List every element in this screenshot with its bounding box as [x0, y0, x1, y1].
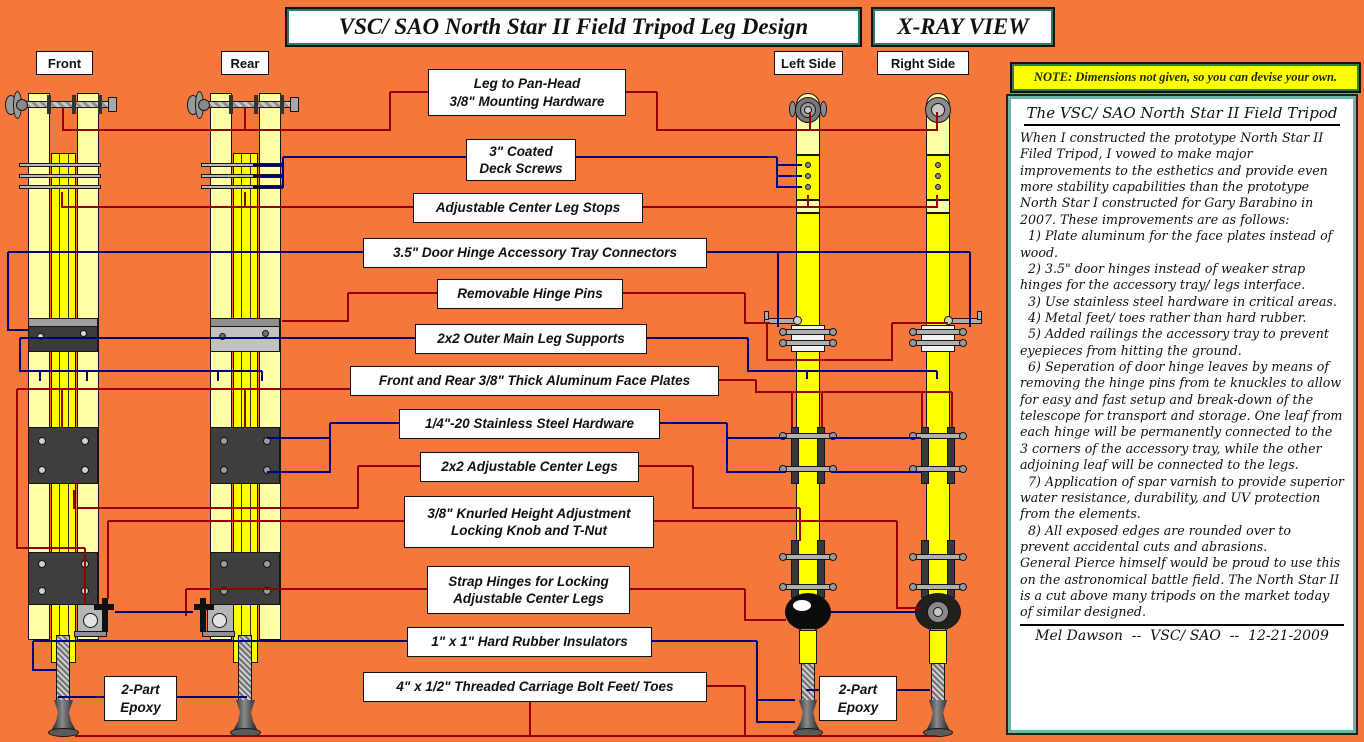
leg-part — [19, 185, 101, 189]
connector-line-red — [766, 323, 768, 361]
leg-part — [909, 553, 917, 561]
leg-part — [194, 604, 214, 610]
leg-part — [219, 333, 226, 340]
callout-line: Front and Rear 3/8" Thick Aluminum Face Plates — [378, 373, 691, 389]
leg-part — [915, 340, 961, 346]
leg-part — [926, 700, 950, 731]
leg-part — [263, 587, 271, 595]
leg-part — [230, 728, 261, 737]
leg-part — [959, 553, 967, 561]
leg-part — [47, 95, 51, 114]
leg-part — [72, 95, 76, 114]
leg-part — [38, 437, 46, 445]
leg-part — [785, 584, 831, 590]
leg-part — [923, 728, 953, 737]
panel-paragraph: 2) 3.5" door hinges instead of weaker strap hinges for the accessory tray/ legs interface. — [1020, 260, 1310, 293]
leg-part — [201, 185, 283, 189]
view-label-left-text: Left Side — [781, 55, 836, 71]
leg-part — [935, 184, 941, 190]
leg-part — [959, 583, 967, 591]
callout-line: Strap Hinges for Locking — [448, 573, 609, 589]
leg-part — [220, 437, 228, 445]
leg-part — [909, 432, 917, 440]
connector-line-red — [744, 293, 746, 324]
connector-line-blue — [329, 423, 331, 473]
callout-line: 1" x 1" Hard Rubber Insulators — [431, 634, 628, 650]
connector-line-blue — [283, 156, 467, 158]
connector-line-red — [652, 520, 897, 522]
leg-part — [785, 466, 831, 472]
connector-line-red — [744, 589, 746, 621]
connector-line-red — [621, 292, 745, 294]
connector-line-blue — [748, 370, 937, 372]
view-label-right-side — [877, 51, 969, 75]
callout-leg-to-pan-head-mounting-hardware — [428, 69, 626, 116]
leg-part — [801, 663, 815, 702]
leg-part — [220, 560, 228, 568]
leg-part — [38, 560, 46, 568]
view-label-right-text: Right Side — [890, 55, 956, 71]
leg-part — [944, 316, 953, 325]
panel-paragraph: 1) Plate aluminum for the face plates instead of wood. — [1020, 228, 1337, 260]
connector-line-red — [891, 323, 893, 361]
leg-part — [202, 631, 235, 637]
leg-part — [959, 328, 967, 336]
connector-line-blue — [777, 252, 779, 327]
connector-line-red — [791, 392, 793, 427]
leg-part — [909, 465, 917, 473]
leg-part — [212, 613, 227, 628]
leg-part — [935, 173, 941, 179]
callout-coated-deck-screws — [466, 139, 576, 181]
leg-part — [977, 311, 982, 320]
leg-part — [915, 329, 961, 335]
leg-part — [959, 339, 967, 347]
connector-line-red — [755, 380, 757, 393]
leg-part — [51, 700, 76, 731]
leg-part — [764, 311, 769, 320]
view-label-front — [36, 51, 93, 75]
leg-part — [804, 106, 812, 114]
connector-line-blue — [757, 721, 795, 723]
connector-line-red — [185, 589, 187, 616]
panel-paragraph: 6) Seperation of door hinge leaves by means of removing the hinge pins from te knuckles to allow for easy and fast setup and break-down of the telescope for transport and storage. One leaf from each hinge will be permanently connected to the 3 corners of the accessory tray, while the other adjoining leaf will be connected to the legs. — [1020, 359, 1347, 473]
callout-line: 2x2 Adjustable Center Legs — [441, 459, 618, 475]
leg-part — [785, 433, 831, 439]
view-label-front-text: Front — [47, 55, 82, 71]
leg-part — [796, 200, 820, 213]
connector-line-red — [389, 92, 391, 131]
connector-line-blue — [776, 157, 778, 188]
leg-part — [915, 466, 961, 472]
connector-line-red — [358, 465, 420, 467]
leg-part — [19, 174, 101, 178]
leg-part — [38, 587, 46, 595]
leg-part — [829, 339, 837, 347]
callout-removable-hinge-pins — [437, 279, 623, 309]
callout-line: Adjustable Center Legs — [453, 591, 604, 606]
leg-part — [81, 466, 89, 474]
xray-view-text: X-RAY VIEW — [897, 14, 1029, 39]
leg-part — [829, 465, 837, 473]
leg-part — [959, 465, 967, 473]
connector-line-red — [16, 389, 18, 549]
connector-line-red — [821, 392, 823, 427]
callout-line: 1/4"-20 Stainless Steel Hardware — [424, 416, 634, 432]
connector-line-red — [628, 588, 745, 590]
connector-line-blue — [115, 611, 193, 613]
leg-part — [220, 587, 228, 595]
callout-strap-hinges — [427, 566, 630, 614]
connector-line-red — [348, 292, 437, 294]
leg-part — [38, 466, 46, 474]
callout-line: Adjustable Center Leg Stops — [435, 200, 621, 216]
callout-carriage-bolt-feet — [363, 672, 707, 702]
connector-line-red — [529, 700, 531, 737]
connector-line-blue — [175, 696, 247, 698]
leg-part — [805, 184, 811, 190]
panel-paragraph: 3) Use stainless steel hardware in critical areas. — [1020, 293, 1337, 309]
panel-paragraph: General Pierce himself would be proud to use this on the astronomical battle field. The North Star II is a cut above many tripods on the market today of similar designed. — [1020, 555, 1345, 620]
leg-part — [779, 432, 787, 440]
leg-part — [926, 200, 950, 213]
leg-part — [238, 635, 252, 703]
leg-part — [263, 560, 271, 568]
connector-line-red — [357, 466, 359, 509]
connector-line-red — [744, 686, 746, 737]
leg-part — [229, 95, 233, 114]
leg-part — [785, 593, 831, 631]
leg-part — [829, 328, 837, 336]
leg-part — [959, 432, 967, 440]
connector-line-blue — [830, 611, 916, 613]
leg-part — [779, 553, 787, 561]
leg-part — [820, 101, 827, 117]
connector-line-blue — [282, 157, 284, 188]
connector-line-blue — [895, 689, 930, 691]
callout-line: Epoxy — [837, 699, 879, 715]
connector-line-blue — [658, 422, 727, 424]
connector-line-blue — [747, 338, 749, 372]
leg-part — [915, 584, 961, 590]
leg-part — [935, 162, 941, 168]
connector-line-blue — [7, 252, 9, 331]
connector-line-blue — [573, 156, 777, 158]
xray-view-badge — [871, 7, 1055, 47]
leg-part — [793, 600, 811, 611]
connector-line-blue — [32, 641, 34, 671]
leg-part — [915, 554, 961, 560]
leg-part — [263, 437, 271, 445]
panel-paragraph: 8) All exposed edges are rounded over to prevent accidental cuts and abrasions. — [1020, 522, 1295, 554]
page-title — [285, 7, 862, 47]
connector-line-red — [921, 392, 923, 427]
leg-part — [931, 663, 945, 702]
leg-part — [56, 635, 70, 703]
leg-part — [201, 163, 283, 167]
callout-line: Removable Hinge Pins — [457, 286, 603, 302]
leg-part — [915, 433, 961, 439]
leg-part — [290, 97, 299, 112]
callout-line: Locking Knob and T-Nut — [451, 523, 607, 538]
connector-line-blue — [727, 437, 786, 439]
leg-part — [785, 554, 831, 560]
callout-line: 3/8" Mounting Hardware — [449, 93, 605, 109]
connector-line-red — [623, 91, 657, 93]
connector-line-blue — [8, 329, 28, 331]
leg-part — [81, 437, 89, 445]
connector-line-red — [390, 91, 428, 93]
callout-aluminum-face-plates — [350, 366, 719, 396]
leg-part — [779, 339, 787, 347]
connector-line-red — [767, 359, 892, 361]
callout-door-hinge-accessory-tray-connectors — [363, 238, 707, 268]
view-label-left-side — [774, 51, 843, 75]
leg-part — [98, 95, 102, 114]
connector-line-blue — [726, 423, 728, 473]
callout-knurled-locking-knob — [404, 496, 654, 548]
leg-part — [94, 604, 114, 610]
leg-part — [793, 728, 823, 737]
connector-line-blue — [831, 471, 921, 473]
leg-part — [829, 583, 837, 591]
callout-line: 2-Part — [121, 682, 160, 698]
leg-part — [805, 173, 811, 179]
connector-line-red — [692, 466, 694, 509]
callout-line: 2-Part — [838, 682, 878, 698]
leg-part — [785, 329, 831, 335]
leg-part — [779, 583, 787, 591]
connector-line-blue — [727, 471, 786, 473]
callout-adjustable-center-leg-stops — [413, 193, 643, 223]
callout-line: 4" x 1/2" Threaded Carriage Bolt Feet/ Toes — [396, 679, 674, 695]
panel-paragraph: When I constructed the prototype North Star II Filed Tripod, I vowed to make major improvements to the esthetics and provide even more stability capabilities than the prototype North Star I constructed for Gary Barabino in 2007. These improvements are as follows: — [1020, 130, 1332, 227]
leg-part — [829, 432, 837, 440]
leg-part — [81, 587, 89, 595]
connector-line-red — [62, 107, 64, 131]
leg-part — [779, 465, 787, 473]
leg-part — [263, 466, 271, 474]
description-panel — [1006, 94, 1358, 735]
leg-part — [83, 613, 98, 628]
leg-part — [799, 630, 817, 664]
panel-paragraph: 5) Added railings the accessory tray to prevent eyepieces from hitting the ground. — [1020, 326, 1333, 358]
leg-part — [829, 553, 837, 561]
connector-line-red — [951, 392, 953, 427]
leg-part — [785, 340, 831, 346]
leg-part — [48, 728, 79, 737]
connector-line-blue — [330, 422, 399, 424]
connector-line-red — [705, 685, 745, 687]
leg-part — [81, 560, 89, 568]
connector-line-red — [693, 507, 800, 509]
connector-line-blue — [831, 437, 921, 439]
leg-part — [262, 330, 269, 337]
callout-line: Deck Screws — [479, 161, 563, 176]
leg-part — [779, 328, 787, 336]
connector-line-blue — [650, 640, 757, 642]
connector-line-blue — [33, 640, 407, 642]
leg-part — [929, 630, 947, 664]
dimensions-note — [1010, 62, 1361, 93]
connector-line-red — [717, 379, 756, 381]
callout-hard-rubber-insulators — [407, 627, 652, 657]
callout-line: 3/8" Knurled Height Adjustment — [427, 505, 631, 521]
callout-two-part-epoxy-right — [819, 676, 897, 721]
callout-line: Epoxy — [120, 699, 161, 715]
panel-paragraph: 7) Application of spar varnish to provide superior water resistance, durability, and UV protection from the elements. — [1020, 473, 1348, 522]
connector-line-red — [347, 293, 349, 322]
leg-part — [233, 700, 258, 731]
connector-line-red — [656, 92, 658, 131]
connector-line-blue — [33, 669, 56, 671]
leg-part — [280, 95, 284, 114]
connector-line-red — [282, 320, 348, 322]
leg-part — [933, 607, 943, 617]
connector-line-red — [745, 619, 786, 621]
leg-part — [909, 339, 917, 347]
leg-part — [201, 174, 283, 178]
callout-line: Leg to Pan-Head — [473, 76, 581, 92]
panel-heading: The VSC/ SAO North Star II Field Tripod — [1024, 104, 1340, 126]
leg-part — [931, 103, 945, 117]
callout-adjustable-center-legs — [420, 452, 639, 482]
connector-line-red — [641, 206, 937, 208]
leg-part — [220, 466, 228, 474]
callout-line: 3.5" Door Hinge Accessory Tray Connectors — [393, 245, 677, 261]
leg-part — [28, 427, 98, 484]
view-label-rear — [221, 51, 269, 75]
leg-part — [254, 95, 258, 114]
dimensions-note-text: NOTE: Dimensions not given, so you can devise your own. — [1033, 70, 1338, 84]
leg-part — [198, 99, 210, 111]
connector-line-blue — [19, 338, 21, 372]
connector-line-red — [896, 521, 898, 609]
callout-outer-main-leg-supports — [415, 324, 647, 354]
connector-line-red — [244, 107, 246, 131]
leg-part — [80, 330, 87, 337]
connector-line-blue — [969, 252, 971, 327]
panel-body — [1020, 130, 1348, 621]
leg-part — [108, 97, 117, 112]
panel-paragraph: 4) Metal feet/ toes rather than hard rubber. — [1020, 309, 1307, 325]
callout-line: 2x2 Outer Main Leg Supports — [437, 331, 625, 347]
leg-part — [16, 99, 28, 111]
page-title-text: VSC/ SAO North Star II Field Tripod Leg Design — [338, 14, 809, 39]
view-label-rear-text: Rear — [230, 55, 260, 71]
leg-part — [210, 427, 280, 484]
connector-line-blue — [757, 699, 795, 701]
leg-part — [37, 333, 44, 340]
panel-signature: Mel Dawson -- VSC/ SAO -- 12-21-2009 — [1020, 624, 1344, 644]
connector-line-red — [637, 465, 693, 467]
callout-line: 3" Coated — [489, 143, 553, 159]
connector-line-blue — [645, 337, 748, 339]
leg-part — [909, 328, 917, 336]
leg-part — [19, 163, 101, 167]
leg-part — [805, 162, 811, 168]
callout-stainless-steel-hardware — [399, 409, 660, 439]
leg-part — [793, 316, 802, 325]
leg-part — [796, 700, 820, 731]
leg-part — [909, 583, 917, 591]
connector-line-blue — [756, 641, 758, 723]
callout-two-part-epoxy-left — [104, 676, 177, 721]
connector-line-red — [107, 521, 109, 599]
connector-line-red — [756, 391, 952, 393]
